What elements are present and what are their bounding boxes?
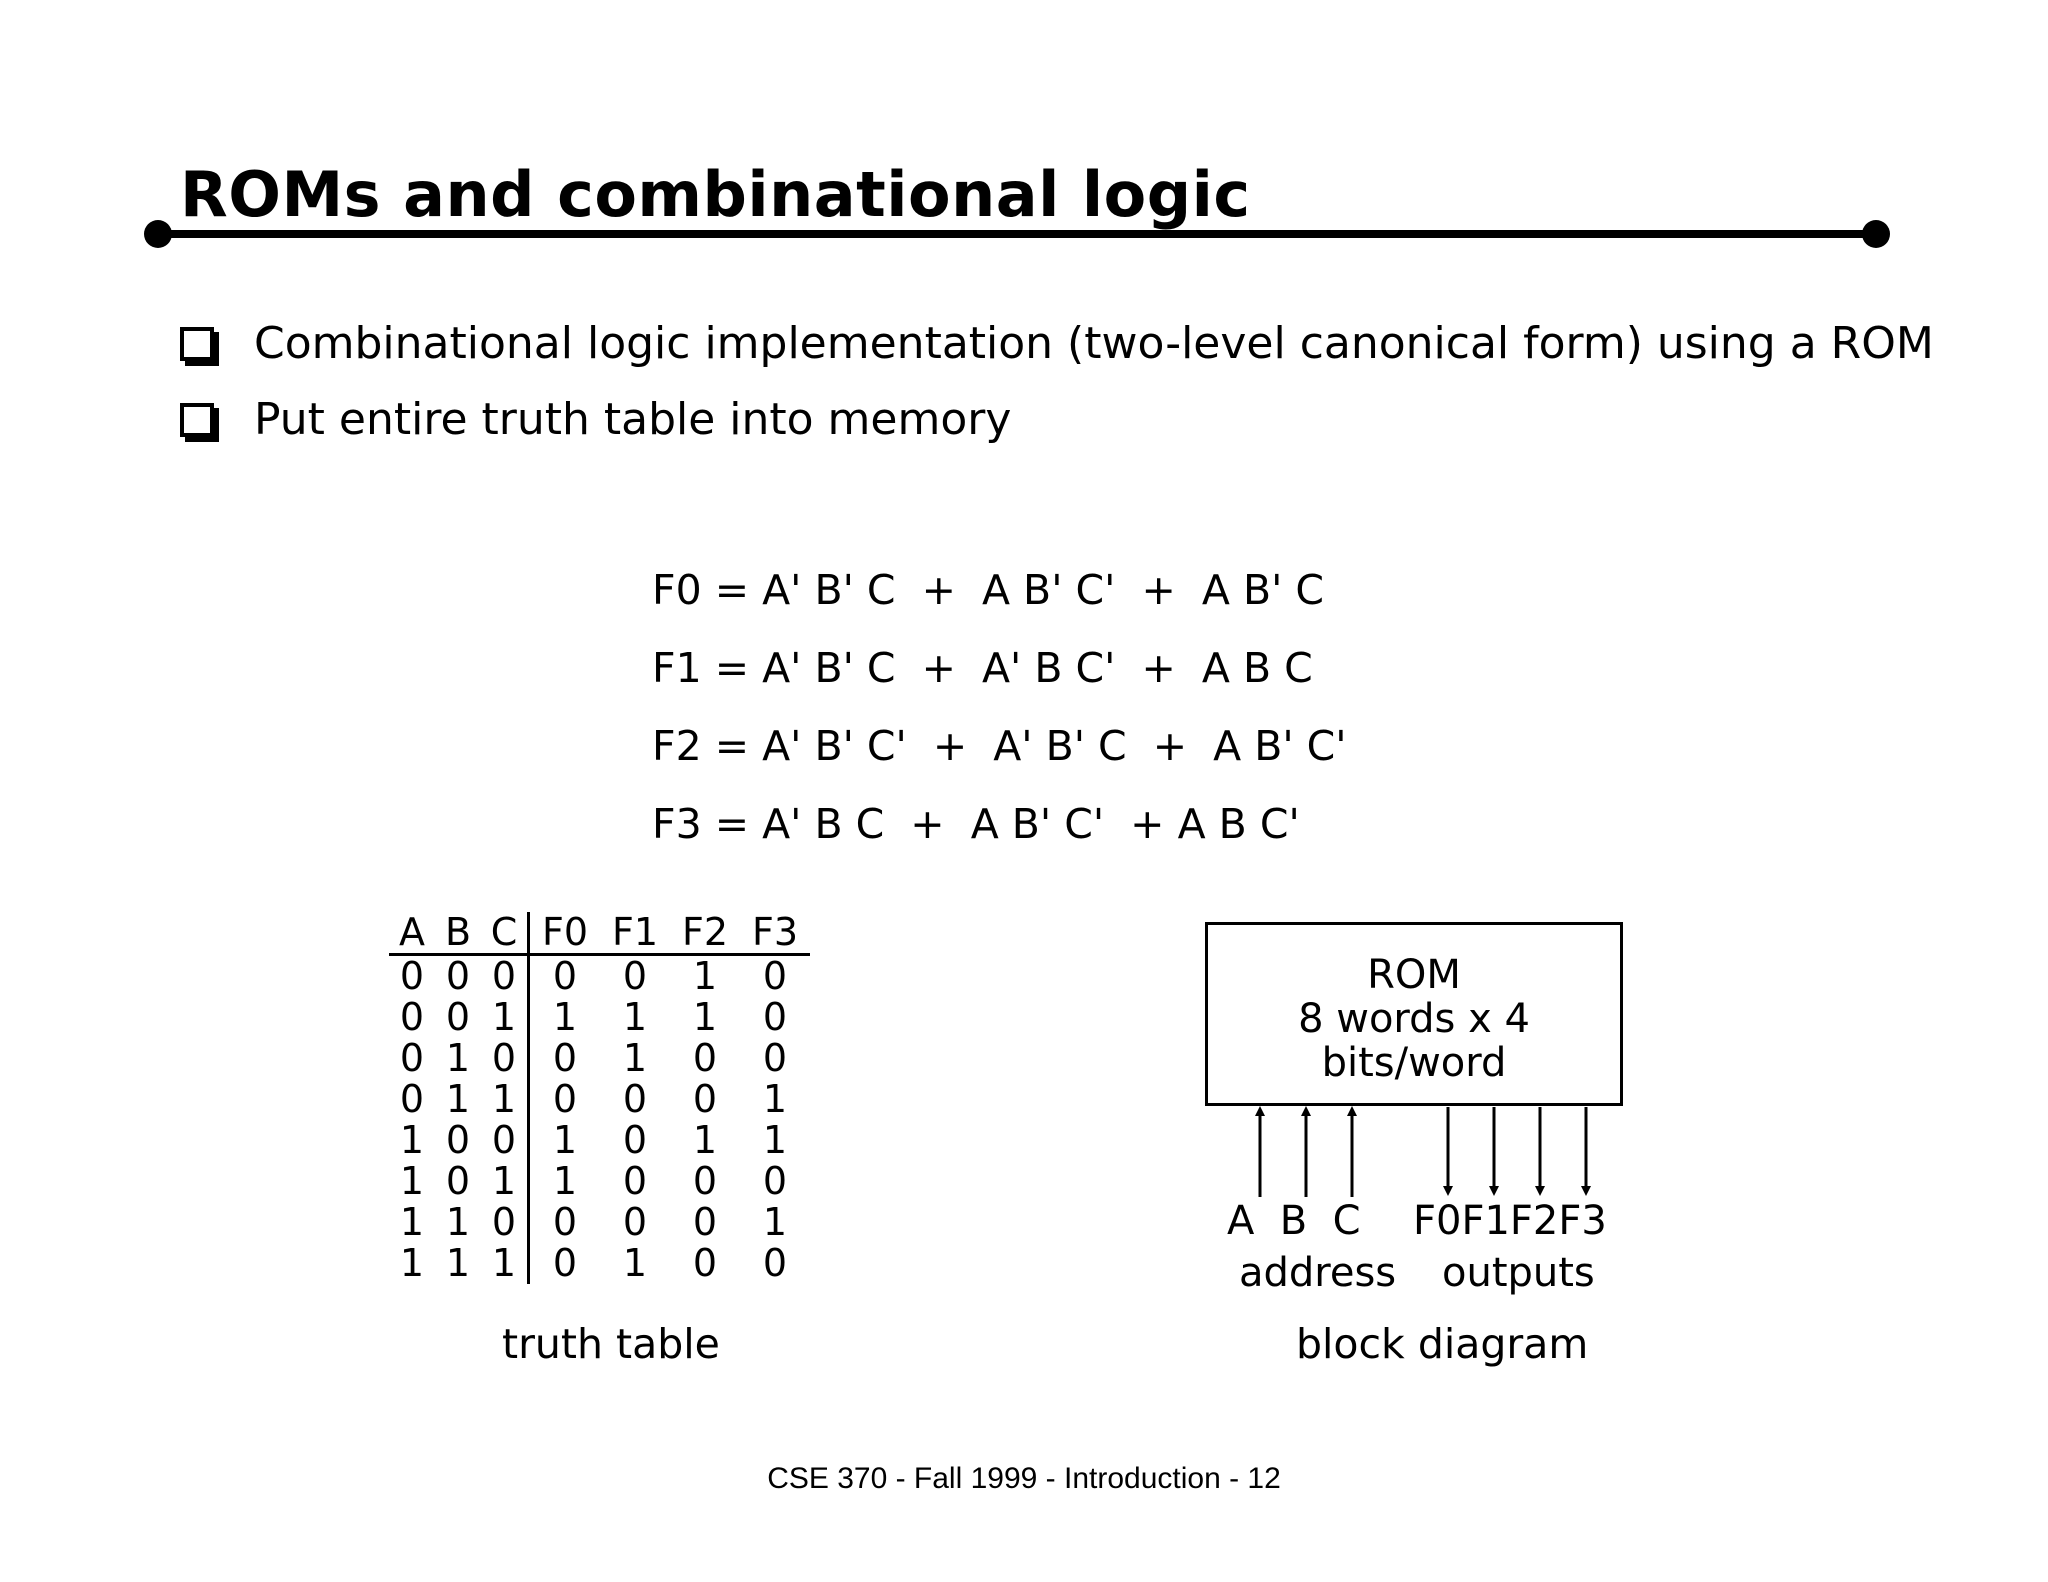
table-cell: 1 — [491, 995, 517, 1039]
header-a: A — [389, 912, 435, 955]
table-cell: 0 — [529, 955, 601, 998]
truth-table-caption: truth table — [502, 1320, 720, 1368]
table-cell: 1 — [622, 1241, 648, 1285]
table-cell: 1 — [622, 995, 648, 1039]
table-cell: 0 — [622, 1118, 648, 1162]
table-cell: 0 — [762, 1241, 788, 1285]
table-row — [389, 1202, 810, 1243]
table-cell: 1 — [445, 1241, 471, 1285]
bullet-text: Combinational logic implementation (two-level canonical form) using a ROM — [254, 318, 1934, 369]
block-diagram-arrows — [1200, 1105, 1620, 1200]
table-cell: 0 — [491, 1118, 517, 1162]
table-cell: 0 — [445, 1118, 471, 1162]
table-row — [389, 1079, 810, 1120]
table-cell: 0 — [622, 1200, 648, 1244]
table-cell: 1 — [445, 1036, 471, 1080]
table-cell: 0 — [529, 1202, 601, 1243]
bullet-text: Put entire truth table into memory — [254, 394, 1012, 445]
output-labels: F0F1F2F3 — [1413, 1198, 1607, 1244]
checkbox-bullet-icon — [180, 403, 214, 437]
table-cell: 1 — [529, 997, 601, 1038]
checkbox-bullet-icon — [180, 327, 214, 361]
block-diagram-caption: block diagram — [1296, 1320, 1589, 1368]
table-cell: 0 — [692, 1200, 718, 1244]
table-cell: 1 — [399, 1241, 425, 1285]
table-cell: 1 — [491, 1077, 517, 1121]
equation-f3: F3 = A' B C + A B' C' + A B C' — [652, 800, 1300, 848]
table-cell: 0 — [529, 1243, 601, 1284]
table-cell: 1 — [762, 1118, 788, 1162]
header-b: B — [435, 912, 481, 955]
outputs-label: outputs — [1442, 1250, 1595, 1296]
table-cell: 1 — [491, 1159, 517, 1203]
title-rule-right-dot — [1862, 220, 1890, 248]
table-cell: 0 — [399, 995, 425, 1039]
header-c: C — [481, 912, 529, 955]
header-f1: F1 — [600, 912, 670, 955]
table-cell: 0 — [491, 954, 517, 998]
bullet-item — [180, 318, 1934, 369]
table-cell: 1 — [762, 1077, 788, 1121]
table-cell: 0 — [445, 1159, 471, 1203]
table-cell: 1 — [622, 1036, 648, 1080]
table-cell: 0 — [399, 954, 425, 998]
table-cell: 1 — [529, 1120, 601, 1161]
table-cell: 1 — [529, 1161, 601, 1202]
table-cell: 0 — [491, 1200, 517, 1244]
table-cell: 0 — [399, 1036, 425, 1080]
table-cell: 0 — [622, 1077, 648, 1121]
table-row — [389, 1038, 810, 1079]
table-row — [389, 1120, 810, 1161]
table-cell: 0 — [622, 954, 648, 998]
table-cell: 1 — [692, 1118, 718, 1162]
rom-label: ROM — [1367, 952, 1461, 998]
table-cell: 1 — [399, 1159, 425, 1203]
slide-footer: CSE 370 - Fall 1999 - Introduction - 12 — [767, 1462, 1281, 1495]
table-cell: 0 — [762, 995, 788, 1039]
table-cell: 0 — [762, 1036, 788, 1080]
table-cell: 0 — [762, 954, 788, 998]
equation-f0: F0 = A' B' C + A B' C' + A B' C — [652, 566, 1325, 614]
table-cell: 1 — [692, 954, 718, 998]
table-cell: 0 — [491, 1036, 517, 1080]
address-label: address — [1239, 1250, 1397, 1296]
truth-table-header-row — [389, 912, 810, 955]
table-cell: 0 — [692, 1036, 718, 1080]
table-cell: 1 — [692, 995, 718, 1039]
input-labels: A B C — [1227, 1198, 1361, 1244]
table-cell: 0 — [445, 995, 471, 1039]
table-cell: 0 — [762, 1159, 788, 1203]
table-cell: 1 — [491, 1241, 517, 1285]
table-cell: 0 — [399, 1077, 425, 1121]
header-f2: F2 — [670, 912, 740, 955]
table-cell: 0 — [692, 1241, 718, 1285]
table-row — [389, 1161, 810, 1202]
table-cell: 1 — [762, 1200, 788, 1244]
table-cell: 1 — [445, 1200, 471, 1244]
title-rule-left-dot — [144, 220, 172, 248]
table-cell: 0 — [622, 1159, 648, 1203]
equation-f1: F1 = A' B' C + A' B C' + A B C — [652, 644, 1313, 692]
table-row — [389, 997, 810, 1038]
table-cell: 1 — [399, 1118, 425, 1162]
table-cell: 0 — [692, 1159, 718, 1203]
title-rule — [143, 220, 1891, 250]
rom-block — [1205, 922, 1623, 1106]
rom-size-label: 8 words x 4 bits/word — [1298, 996, 1530, 1086]
table-cell: 1 — [445, 1077, 471, 1121]
table-row — [389, 955, 810, 998]
table-cell: 0 — [529, 1038, 601, 1079]
table-cell: 1 — [399, 1200, 425, 1244]
slide-title: ROMs and combinational logic — [180, 158, 1251, 231]
truth-table — [389, 912, 810, 1284]
table-row — [389, 1243, 810, 1284]
table-cell: 0 — [692, 1077, 718, 1121]
equation-f2: F2 = A' B' C' + A' B' C + A B' C' — [652, 722, 1347, 770]
table-cell: 0 — [529, 1079, 601, 1120]
header-f3: F3 — [740, 912, 810, 955]
bullet-item — [180, 394, 1011, 445]
header-f0: F0 — [529, 912, 601, 955]
table-cell: 0 — [445, 954, 471, 998]
